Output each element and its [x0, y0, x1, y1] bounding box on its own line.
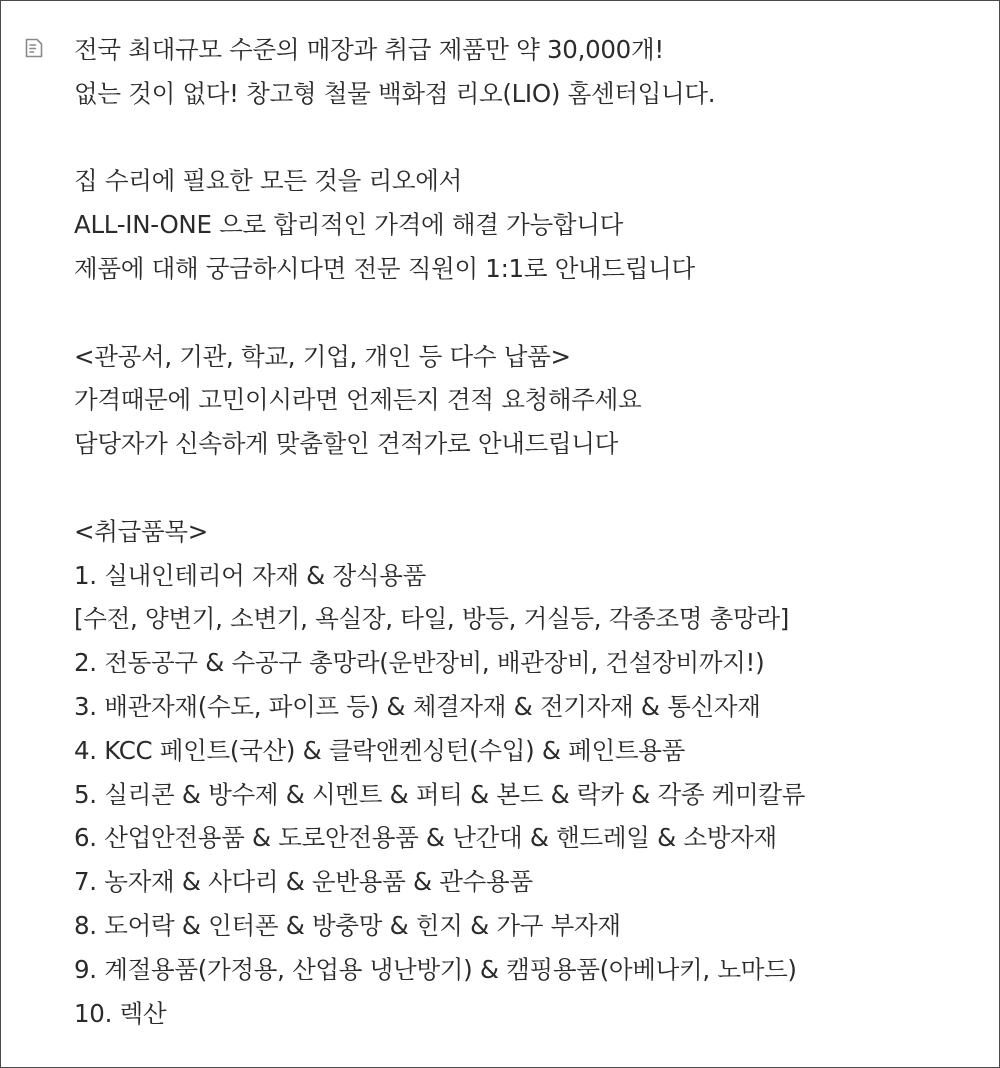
list-item: 6. 산업안전용품 & 도로안전용품 & 난간대 & 핸드레일 & 소방자재	[74, 823, 777, 853]
list-item: 4. KCC 페인트(국산) & 클락앤켄싱턴(수입) & 페인트용품	[74, 735, 685, 765]
list-item: 3. 배관자재(수도, 파이프 등) & 체결자재 & 전기자재 & 통신자재	[74, 691, 761, 721]
supply-heading: <관공서, 기관, 학교, 기업, 개인 등 다수 납품>	[74, 341, 571, 371]
document-body	[74, 28, 974, 1035]
intro-line-2: 없는 것이 없다! 창고형 철물 백화점 리오(LIO) 홈센터입니다.	[74, 78, 716, 108]
list-item: 8. 도어락 & 인터폰 & 방충망 & 힌지 & 가구 부자재	[74, 910, 621, 940]
list-item: [수전, 양변기, 소변기, 욕실장, 타일, 방등, 거실등, 각종조명 총망라]	[74, 604, 790, 634]
list-item: 5. 실리콘 & 방수제 & 시멘트 & 퍼티 & 본드 & 락카 & 각종 케미칼류	[74, 779, 806, 809]
intro-line-1: 전국 최대규모 수준의 매장과 취급 제품만 약 30,000개!	[74, 35, 664, 64]
document-text-icon	[23, 37, 45, 59]
supply-line-2: 담당자가 신속하게 맞춤할인 견적가로 안내드립니다	[74, 429, 619, 459]
service-line-1: 집 수리에 필요한 모든 것을 리오에서	[74, 166, 462, 196]
items-heading: <취급품목>	[74, 516, 208, 546]
list-item: 1. 실내인테리어 자재 & 장식용품	[74, 560, 426, 590]
service-line-3: 제품에 대해 궁금하시다면 전문 직원이 1:1로 안내드립니다	[74, 253, 695, 283]
list-item: 10. 렉산	[74, 998, 167, 1028]
spacer	[74, 116, 974, 160]
service-line-2: ALL-IN-ONE 으로 합리적인 가격에 해결 가능합니다	[74, 210, 623, 240]
list-item: 2. 전동공구 & 수공구 총망라(운반장비, 배관장비, 건설장비까지!)	[74, 648, 765, 678]
list-item: 7. 농자재 & 사다리 & 운반용품 & 관수용품	[74, 867, 533, 897]
supply-line-1: 가격때문에 고민이시라면 언제든지 견적 요청해주세요	[74, 385, 642, 415]
spacer	[74, 291, 974, 335]
list-item: 9. 계절용품(가정용, 산업용 냉난방기) & 캠핑용품(아베나키, 노마드)	[74, 954, 797, 984]
spacer	[74, 466, 974, 510]
